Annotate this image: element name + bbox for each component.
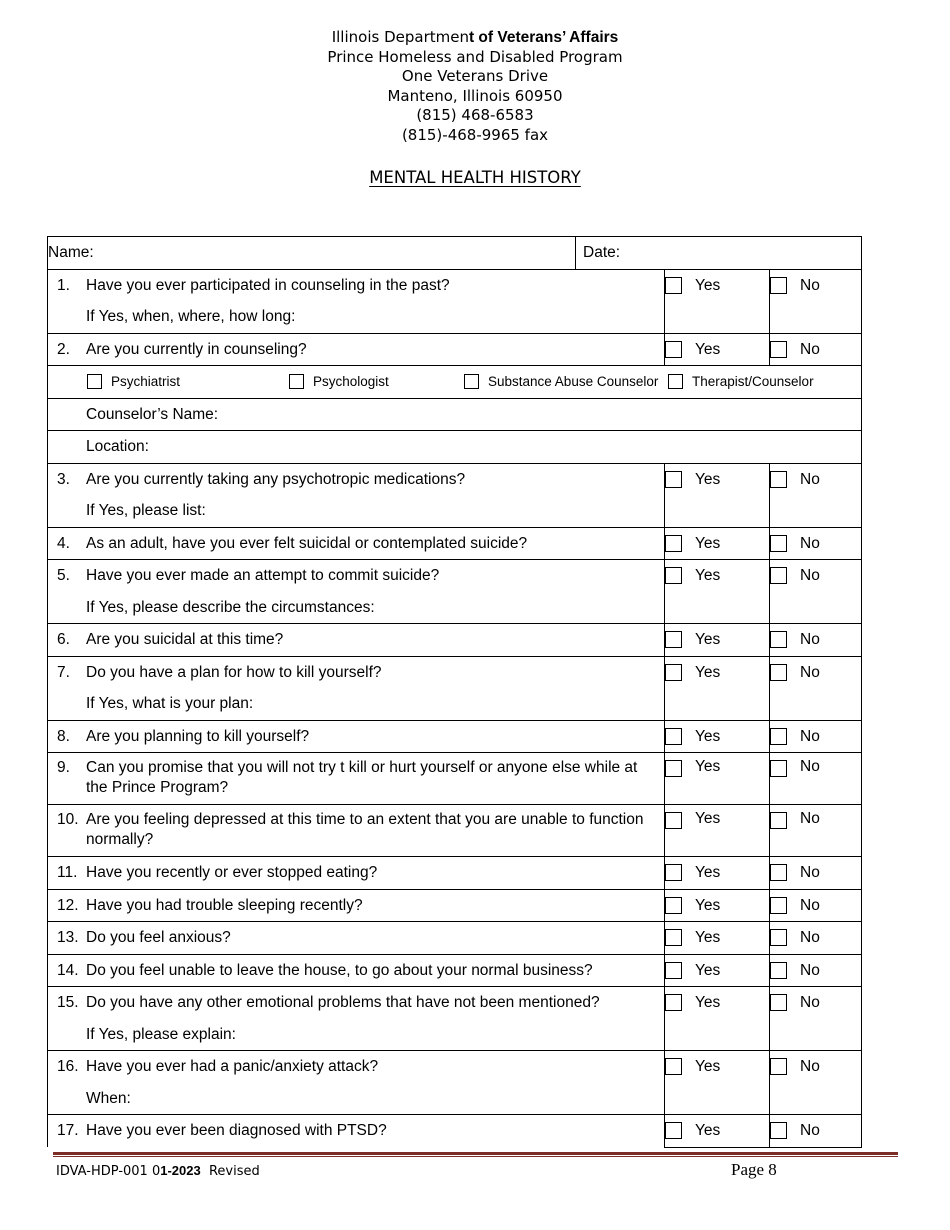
question-row-9 xyxy=(48,753,862,805)
question-row-16 xyxy=(48,1051,862,1115)
letterhead xyxy=(0,28,950,145)
psychologist-checkbox[interactable] xyxy=(289,374,304,389)
no-option xyxy=(770,805,862,857)
question-number: 11. xyxy=(57,864,78,881)
professional-type-row xyxy=(48,366,862,399)
yes-option xyxy=(665,560,770,624)
question-cell xyxy=(48,656,665,720)
yes-label: Yes xyxy=(695,276,721,294)
yes-checkbox[interactable] xyxy=(665,760,682,777)
yes-option xyxy=(665,624,770,657)
question-text: As an adult, have you ever felt suicidal or contemplated suicide? xyxy=(86,534,528,552)
question-row-11 xyxy=(48,857,862,890)
yes-label: Yes xyxy=(695,340,721,358)
professional-type-cell xyxy=(48,366,862,399)
question-text: Are you suicidal at this time? xyxy=(86,631,284,648)
date-field[interactable] xyxy=(576,237,862,270)
question-cell xyxy=(48,463,665,527)
yes-checkbox[interactable] xyxy=(665,277,682,294)
question-followup: If Yes, when, where, how long: xyxy=(86,308,296,325)
question-cell xyxy=(48,954,665,987)
yes-checkbox[interactable] xyxy=(665,864,682,881)
question-number: 6. xyxy=(57,631,70,648)
yes-option xyxy=(665,720,770,753)
no-checkbox[interactable] xyxy=(770,962,787,979)
yes-option xyxy=(665,527,770,560)
page-title-text: MENTAL HEALTH HISTORY xyxy=(369,168,581,187)
no-checkbox[interactable] xyxy=(770,929,787,946)
yes-checkbox[interactable] xyxy=(665,994,682,1011)
city-address: Manteno, Illinois 60950 xyxy=(387,86,563,105)
no-checkbox[interactable] xyxy=(770,1122,787,1139)
question-text: Do you have a plan for how to kill yourself? xyxy=(86,663,382,681)
question-cell xyxy=(48,333,665,366)
question-row-6 xyxy=(48,624,862,657)
no-label: No xyxy=(800,727,820,745)
no-label: No xyxy=(800,534,820,552)
question-followup: If Yes, please describe the circumstances: xyxy=(86,598,375,616)
no-label: No xyxy=(800,810,820,827)
question-row-12 xyxy=(48,889,862,922)
no-option xyxy=(770,1115,862,1148)
question-number: 10. xyxy=(57,811,79,828)
no-label: No xyxy=(800,567,820,584)
no-checkbox[interactable] xyxy=(770,341,787,358)
no-checkbox[interactable] xyxy=(770,471,787,488)
yes-checkbox[interactable] xyxy=(665,567,682,584)
question-text: Have you ever participated in counseling in the past? xyxy=(86,276,450,294)
no-option xyxy=(770,624,862,657)
no-option xyxy=(770,753,862,805)
question-number: 7. xyxy=(57,663,70,681)
no-checkbox[interactable] xyxy=(770,277,787,294)
no-label: No xyxy=(800,1122,820,1139)
yes-option xyxy=(665,656,770,720)
location-field[interactable] xyxy=(48,431,862,464)
date-label: Date: xyxy=(583,244,621,261)
no-option xyxy=(770,560,862,624)
yes-option xyxy=(665,1115,770,1148)
question-text: Do you have any other emotional problems that have not been mentioned? xyxy=(86,994,600,1011)
form-id-part1: IDVA-HDP-001 0 xyxy=(56,1164,161,1179)
yes-option xyxy=(665,269,770,333)
yes-checkbox[interactable] xyxy=(665,812,682,829)
page-number: Page 8 xyxy=(731,1160,777,1179)
question-row-14 xyxy=(48,954,862,987)
yes-label: Yes xyxy=(695,758,721,775)
yes-checkbox[interactable] xyxy=(665,341,682,358)
no-label: No xyxy=(800,663,820,681)
yes-checkbox[interactable] xyxy=(665,664,682,681)
fax-number: (815)-468-9965 fax xyxy=(401,125,549,144)
question-cell xyxy=(48,527,665,560)
form-id-part2: 1-2023 xyxy=(160,1163,201,1178)
yes-label: Yes xyxy=(695,663,721,681)
question-cell xyxy=(48,922,665,955)
no-label: No xyxy=(800,340,820,358)
no-option xyxy=(770,269,862,333)
question-number: 15. xyxy=(57,994,79,1011)
yes-label: Yes xyxy=(695,896,721,914)
yes-checkbox[interactable] xyxy=(665,471,682,488)
question-cell xyxy=(48,889,665,922)
yes-checkbox[interactable] xyxy=(665,929,682,946)
question-number: 2. xyxy=(57,340,70,358)
yes-option xyxy=(665,463,770,527)
yes-checkbox[interactable] xyxy=(665,962,682,979)
substance-abuse-counselor-label: Substance Abuse Counselor xyxy=(488,374,659,390)
no-option xyxy=(770,889,862,922)
question-row-15 xyxy=(48,987,862,1051)
question-row-7 xyxy=(48,656,862,720)
question-text: Have you had trouble sleeping recently? xyxy=(86,896,363,914)
question-cell xyxy=(48,624,665,657)
no-option xyxy=(770,922,862,955)
yes-label: Yes xyxy=(695,631,721,648)
question-text: Have you ever made an attempt to commit suicide? xyxy=(86,567,440,584)
question-text: Have you ever had a panic/anxiety attack? xyxy=(86,1058,379,1075)
question-row-1 xyxy=(48,269,862,333)
substance-abuse-counselor-checkbox[interactable] xyxy=(464,374,479,389)
question-cell xyxy=(48,857,665,890)
no-checkbox[interactable] xyxy=(770,864,787,881)
question-followup: If Yes, what is your plan: xyxy=(86,695,254,712)
question-row-3 xyxy=(48,463,862,527)
yes-label: Yes xyxy=(695,961,721,979)
form-id-part3: Revised xyxy=(200,1164,260,1179)
question-number: 14. xyxy=(57,961,79,979)
phone-number: (815) 468-6583 xyxy=(416,106,534,124)
no-label: No xyxy=(800,864,820,881)
location-label: Location: xyxy=(86,438,149,455)
no-checkbox[interactable] xyxy=(770,812,787,829)
question-text: Are you feeling depressed at this time to an extent that you are unable to function normally? xyxy=(86,811,644,848)
option-substance-abuse-counselor xyxy=(464,374,668,389)
question-number: 1. xyxy=(57,276,70,294)
question-text: Can you promise that you will not try t kill or hurt yourself or anyone else while at the Prince Program? xyxy=(86,759,638,796)
question-row-2 xyxy=(48,333,862,366)
no-label: No xyxy=(800,470,820,488)
yes-label: Yes xyxy=(695,929,721,946)
counselor-name-label: Counselor’s Name: xyxy=(86,405,219,423)
yes-checkbox[interactable] xyxy=(665,897,682,914)
question-cell xyxy=(48,269,665,333)
question-row-13 xyxy=(48,922,862,955)
counselor-name-field[interactable] xyxy=(48,398,862,431)
yes-option xyxy=(665,987,770,1051)
question-number: 9. xyxy=(57,759,70,776)
agency-part1: Illinois Departmen xyxy=(331,28,469,46)
question-cell xyxy=(48,753,665,805)
question-number: 5. xyxy=(57,567,70,584)
yes-label: Yes xyxy=(695,1058,721,1075)
yes-label: Yes xyxy=(695,470,721,488)
no-checkbox[interactable] xyxy=(770,897,787,914)
question-number: 4. xyxy=(57,534,70,552)
agency-part2: t of Veterans’ Affairs xyxy=(468,29,619,46)
question-row-10 xyxy=(48,805,862,857)
question-number: 3. xyxy=(57,470,70,488)
yes-checkbox[interactable] xyxy=(665,728,682,745)
yes-option xyxy=(665,954,770,987)
form-id xyxy=(56,1163,260,1179)
footer-rule-thin xyxy=(53,1156,898,1157)
option-therapist-counselor xyxy=(668,374,814,389)
question-row-4 xyxy=(48,527,862,560)
yes-checkbox[interactable] xyxy=(665,1122,682,1139)
no-checkbox[interactable] xyxy=(770,994,787,1011)
no-label: No xyxy=(800,631,820,648)
question-number: 13. xyxy=(57,929,79,946)
page-title xyxy=(0,168,950,187)
yes-checkbox[interactable] xyxy=(665,1058,682,1075)
no-checkbox[interactable] xyxy=(770,1058,787,1075)
question-number: 17. xyxy=(57,1122,79,1139)
question-cell xyxy=(48,720,665,753)
no-option xyxy=(770,656,862,720)
question-cell xyxy=(48,560,665,624)
name-date-row xyxy=(48,237,862,270)
program-name: Prince Homeless and Disabled Program xyxy=(327,47,623,66)
no-label: No xyxy=(800,758,820,775)
therapist-counselor-checkbox[interactable] xyxy=(668,374,683,389)
question-number: 8. xyxy=(57,727,70,745)
no-option xyxy=(770,333,862,366)
yes-label: Yes xyxy=(695,727,721,745)
name-label: Name: xyxy=(48,244,94,261)
question-text: Have you recently or ever stopped eating? xyxy=(86,864,378,881)
psychiatrist-checkbox[interactable] xyxy=(87,374,102,389)
psychologist-label: Psychologist xyxy=(313,374,389,390)
no-checkbox[interactable] xyxy=(770,760,787,777)
question-followup: If Yes, please explain: xyxy=(86,1025,236,1043)
yes-label: Yes xyxy=(695,1122,721,1139)
no-label: No xyxy=(800,896,820,914)
no-label: No xyxy=(800,276,820,294)
question-text: Are you currently taking any psychotropic medications? xyxy=(86,470,466,488)
no-label: No xyxy=(800,1058,820,1075)
yes-label: Yes xyxy=(695,534,721,552)
no-option xyxy=(770,720,862,753)
question-cell xyxy=(48,805,665,857)
yes-label: Yes xyxy=(695,810,721,827)
question-cell xyxy=(48,1051,665,1115)
footer-rule-thick xyxy=(53,1152,898,1155)
location-row xyxy=(48,431,862,464)
yes-option xyxy=(665,805,770,857)
no-checkbox[interactable] xyxy=(770,664,787,681)
yes-option xyxy=(665,753,770,805)
yes-option xyxy=(665,1051,770,1115)
question-cell xyxy=(48,987,665,1051)
no-checkbox[interactable] xyxy=(770,728,787,745)
letterhead-agency xyxy=(0,28,950,48)
question-row-17 xyxy=(48,1115,862,1148)
no-option xyxy=(770,987,862,1051)
yes-label: Yes xyxy=(695,994,721,1011)
no-checkbox[interactable] xyxy=(770,535,787,552)
question-followup: If Yes, please list: xyxy=(86,502,206,519)
no-label: No xyxy=(800,961,820,979)
question-row-8 xyxy=(48,720,862,753)
no-option xyxy=(770,954,862,987)
question-text: Are you currently in counseling? xyxy=(86,340,307,358)
no-option xyxy=(770,463,862,527)
yes-option xyxy=(665,857,770,890)
counselor-name-row xyxy=(48,398,862,431)
question-text: Have you ever been diagnosed with PTSD? xyxy=(86,1122,387,1139)
no-checkbox[interactable] xyxy=(770,631,787,648)
no-checkbox[interactable] xyxy=(770,567,787,584)
psychiatrist-label: Psychiatrist xyxy=(111,374,181,390)
name-field[interactable] xyxy=(48,237,576,270)
question-row-5 xyxy=(48,560,862,624)
yes-option xyxy=(665,333,770,366)
yes-option xyxy=(665,922,770,955)
street-address: One Veterans Drive xyxy=(401,67,549,85)
no-label: No xyxy=(800,929,820,946)
no-option xyxy=(770,527,862,560)
mental-health-form xyxy=(47,236,862,1148)
yes-checkbox[interactable] xyxy=(665,631,682,648)
yes-checkbox[interactable] xyxy=(665,535,682,552)
question-text: Do you feel unable to leave the house, to go about your normal business? xyxy=(86,961,593,979)
no-option xyxy=(770,857,862,890)
question-number: 16. xyxy=(57,1058,79,1075)
yes-label: Yes xyxy=(695,864,721,881)
yes-label: Yes xyxy=(695,567,721,584)
therapist-counselor-label: Therapist/Counselor xyxy=(692,374,814,390)
yes-option xyxy=(665,889,770,922)
question-text: Are you planning to kill yourself? xyxy=(86,727,310,745)
question-number: 12. xyxy=(57,896,79,914)
question-text: Do you feel anxious? xyxy=(86,929,231,946)
no-label: No xyxy=(800,994,820,1011)
no-option xyxy=(770,1051,862,1115)
option-psychologist xyxy=(289,374,464,389)
option-psychiatrist xyxy=(87,374,289,389)
question-cell xyxy=(48,1115,665,1148)
question-followup: When: xyxy=(86,1089,131,1107)
